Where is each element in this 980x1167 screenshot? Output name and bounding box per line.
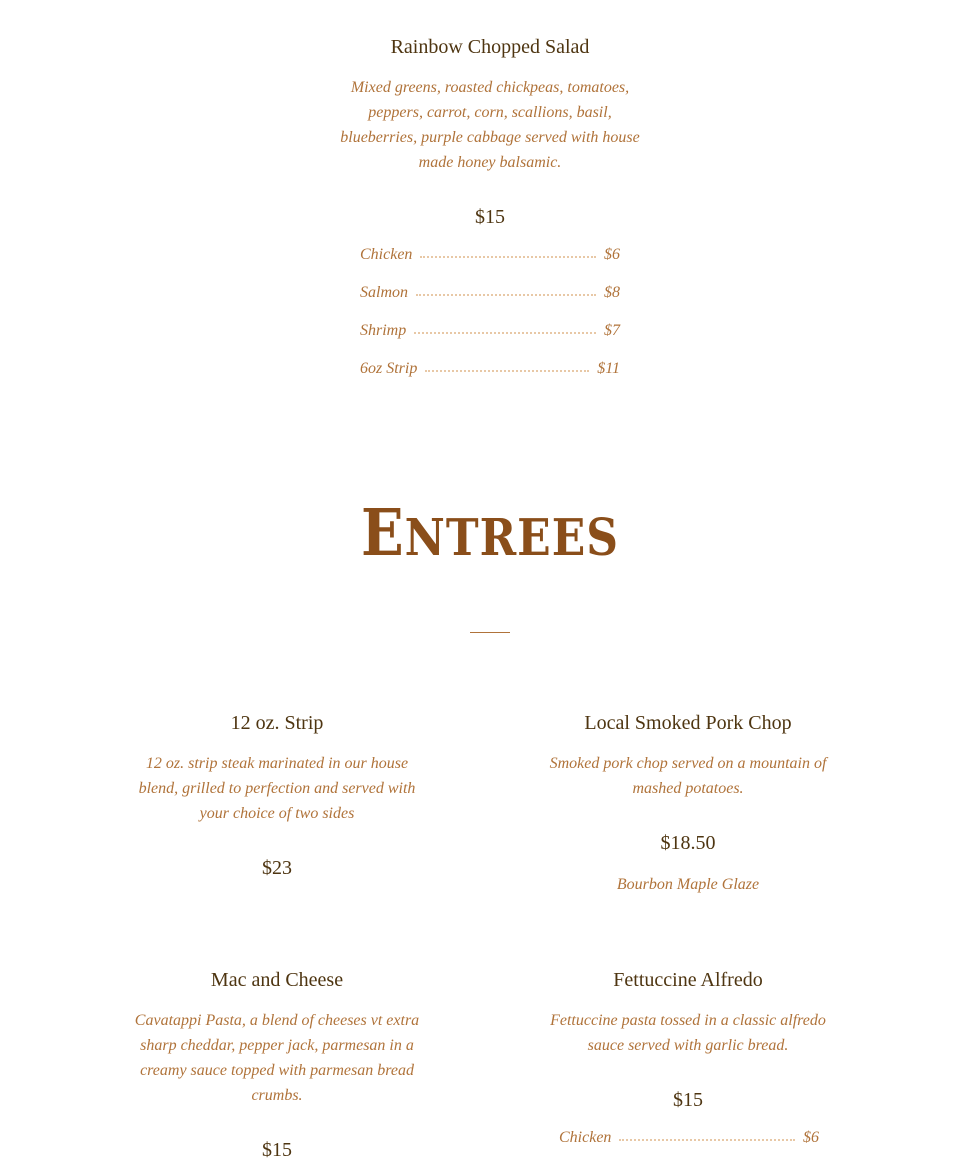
addon-leader-dots (416, 294, 596, 296)
item-price: $18.50 (660, 832, 716, 854)
addon-row (360, 284, 620, 322)
addon-leader-dots (619, 1139, 795, 1141)
menu-item-12oz-strip (127, 711, 427, 880)
addon-list (559, 1129, 819, 1167)
addon-leader-dots (414, 332, 596, 334)
item-price: $23 (262, 857, 292, 879)
addon-list (360, 246, 620, 398)
item-description: Mixed greens, roasted chickpeas, tomatoes, peppers, carrot, corn, scallions, basil, blueberries, purple cabbage served with house made honey balsamic. (340, 79, 640, 171)
addon-name: Salmon (360, 284, 408, 301)
item-description: Fettuccine pasta tossed in a classic alfredo sauce served with garlic bread. (550, 1012, 826, 1054)
item-price: $15 (673, 1089, 703, 1111)
addon-price: $7 (604, 322, 620, 339)
item-price: $15 (262, 1139, 292, 1161)
addon-price: $6 (604, 246, 620, 263)
menu-item-fettuccine-alfredo (538, 968, 838, 1112)
item-variant: Bourbon Maple Glaze (616, 876, 760, 893)
addon-leader-dots (420, 256, 596, 258)
addon-row (559, 1129, 819, 1167)
addon-name: 6oz Strip (360, 360, 418, 377)
heading-rest: NTREES (404, 508, 620, 568)
addon-name: Chicken (360, 246, 413, 263)
addon-row (360, 322, 620, 360)
addon-leader-dots (425, 370, 589, 372)
addon-price: $11 (597, 360, 620, 377)
item-description: Smoked pork chop served on a mountain of mashed potatoes. (549, 755, 827, 797)
menu-item-mac-and-cheese (127, 968, 427, 1162)
section-divider (470, 632, 510, 633)
section-heading-entrees (0, 495, 980, 571)
menu-item-smoked-pork-chop (538, 711, 838, 895)
addon-name: Chicken (559, 1129, 612, 1146)
item-description: 12 oz. strip steak marinated in our house blend, grilled to perfection and served with your choice of two sides (138, 755, 416, 822)
addon-row (360, 360, 620, 398)
item-title: Mac and Cheese (210, 969, 344, 991)
heading-initial: E (360, 495, 405, 571)
item-title: Rainbow Chopped Salad (390, 36, 590, 58)
addon-price: $6 (803, 1129, 819, 1146)
item-title: 12 oz. Strip (230, 712, 324, 734)
addon-row (360, 246, 620, 284)
menu-item-rainbow-chopped-salad (330, 35, 650, 229)
addon-name: Shrimp (360, 322, 407, 339)
addon-price: $8 (604, 284, 620, 301)
item-description: Cavatappi Pasta, a blend of cheeses vt extra sharp cheddar, pepper jack, parmesan in a creamy sauce topped with parmesan bread crumbs. (134, 1012, 420, 1104)
item-title: Local Smoked Pork Chop (584, 712, 792, 734)
item-price: $15 (475, 206, 505, 228)
item-title: Fettuccine Alfredo (613, 969, 763, 991)
